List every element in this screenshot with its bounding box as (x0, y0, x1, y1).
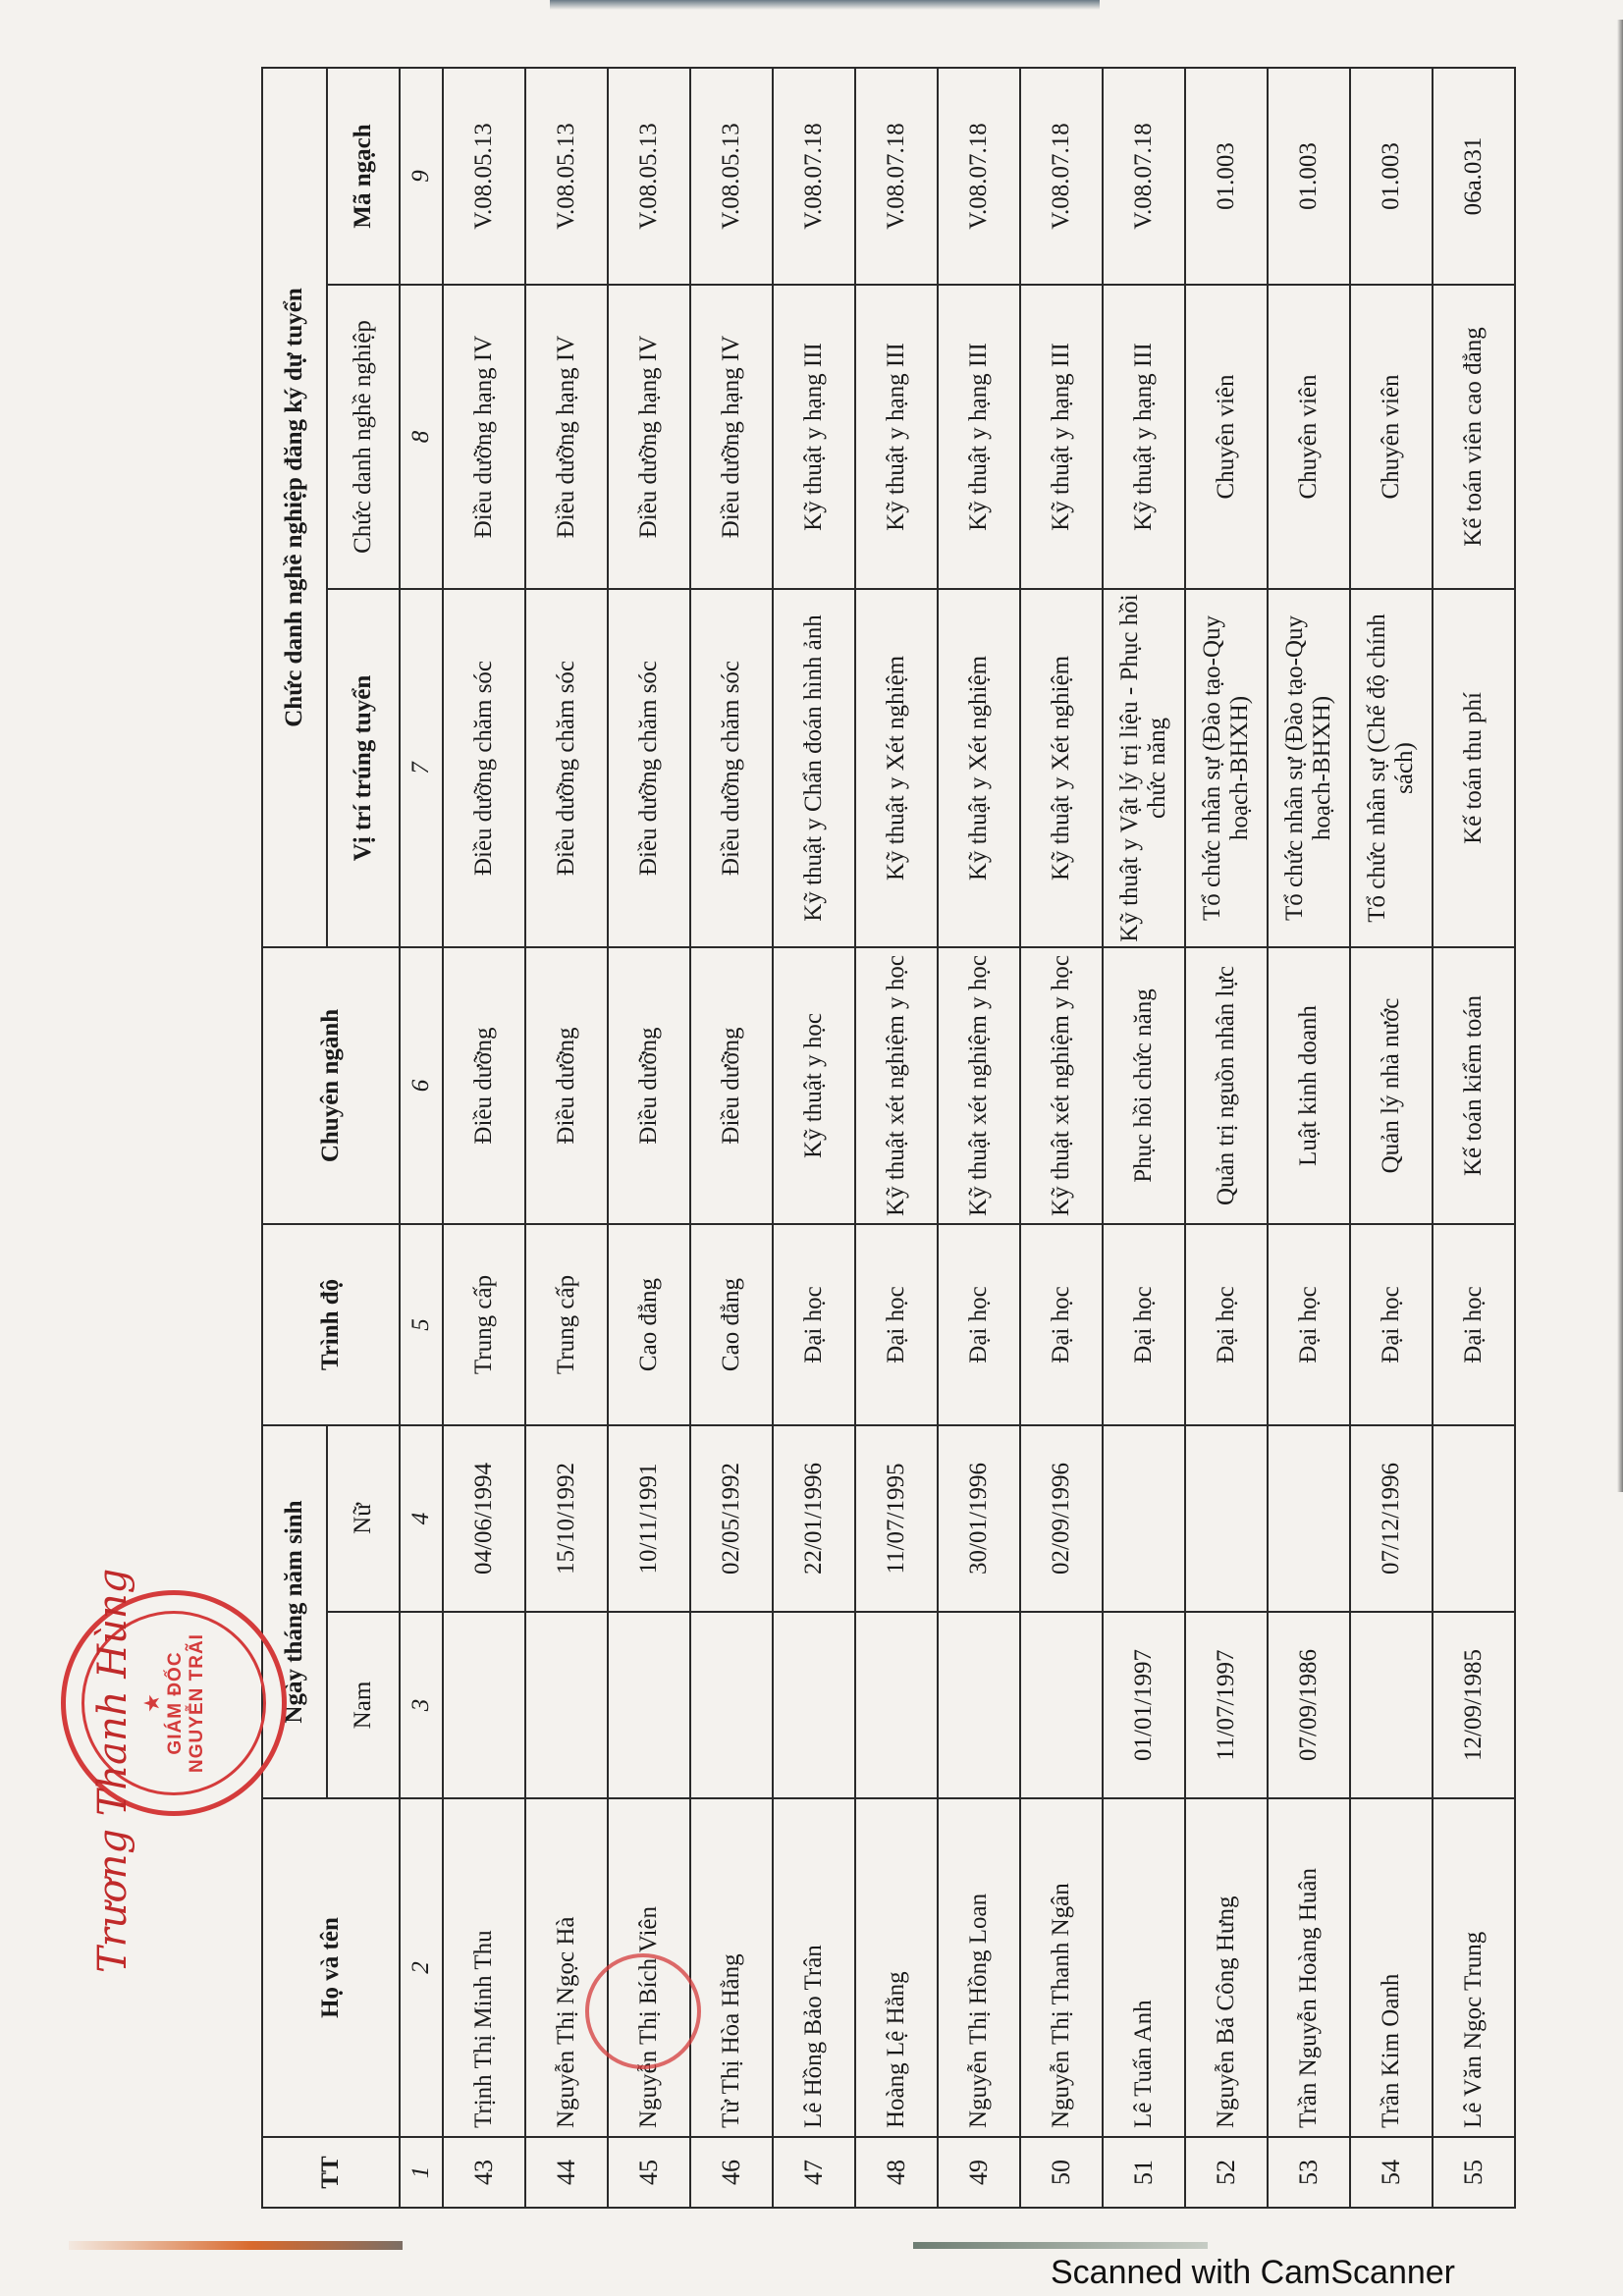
cell-code: V.08.05.13 (690, 68, 773, 285)
cell-tt: 52 (1185, 2137, 1268, 2208)
header-code: Mã ngạch (327, 68, 400, 285)
col-number: 5 (400, 1224, 443, 1425)
cell-title: Kế toán viên cao đẳng (1433, 285, 1515, 589)
col-number: 1 (400, 2137, 443, 2208)
scan-edge-bottom-left (69, 2241, 403, 2250)
cell-tt: 44 (525, 2137, 608, 2208)
cell-major: Quản lý nhà nước (1350, 947, 1433, 1224)
cell-code: V.08.05.13 (608, 68, 690, 285)
cell-level: Đại học (1020, 1224, 1103, 1425)
cell-name: Lê Tuấn Anh (1103, 1798, 1185, 2137)
header-group: Chức danh nghề nghiệp đăng ký dự tuyển (262, 68, 327, 947)
cell-code: 06a.031 (1433, 68, 1515, 285)
table-row (1268, 68, 1350, 2208)
cell-name: Nguyễn Thị Thanh Ngân (1020, 1798, 1103, 2137)
cell-female: 04/06/1994 (443, 1425, 525, 1612)
header-tt: TT (262, 2137, 400, 2208)
header-male: Nam (327, 1612, 400, 1798)
header-female: Nữ (327, 1425, 400, 1612)
cell-name: Trần Kim Oanh (1350, 1798, 1433, 2137)
cell-name: Hoàng Lệ Hằng (855, 1798, 938, 2137)
cell-position: Kỹ thuật y Xét nghiệm (855, 589, 938, 947)
cell-tt: 48 (855, 2137, 938, 2208)
cell-level: Đại học (773, 1224, 855, 1425)
col-number: 2 (400, 1798, 443, 2137)
cell-level: Đại học (938, 1224, 1020, 1425)
cell-major: Kế toán kiểm toán (1433, 947, 1515, 1224)
cell-title: Kỹ thuật y hạng III (855, 285, 938, 589)
stamp-star-icon: ★ (139, 1693, 164, 1713)
cell-level: Đại học (1268, 1224, 1350, 1425)
cell-male (773, 1612, 855, 1798)
header-position: Vị trí trúng tuyển (327, 589, 400, 947)
cell-name: Lê Văn Ngọc Trung (1433, 1798, 1515, 2137)
cell-tt: 45 (608, 2137, 690, 2208)
col-number: 9 (400, 68, 443, 285)
stamp-line: GIÁM ĐỐC (165, 1651, 186, 1755)
table-row (690, 68, 773, 2208)
header-dob: Ngày tháng năm sinh (262, 1425, 327, 1798)
cell-female: 07/12/1996 (1350, 1425, 1433, 1612)
col-number: 3 (400, 1612, 443, 1798)
cell-tt: 55 (1433, 2137, 1515, 2208)
cell-title: Điều dưỡng hạng IV (525, 285, 608, 589)
cell-tt: 54 (1350, 2137, 1433, 2208)
cell-major: Phục hồi chức năng (1103, 947, 1185, 1224)
cell-tt: 49 (938, 2137, 1020, 2208)
cell-code: V.08.07.18 (855, 68, 938, 285)
cell-code: V.08.07.18 (1103, 68, 1185, 285)
col-number: 7 (400, 589, 443, 947)
table-row (1433, 68, 1515, 2208)
cell-name: Nguyễn Thị Hồng Loan (938, 1798, 1020, 2137)
cell-title: Chuyên viên (1185, 285, 1268, 589)
cell-position: Kỹ thuật y Xét nghiệm (938, 589, 1020, 947)
cell-name: Nguyễn Thị Ngọc Hà (525, 1798, 608, 2137)
cell-tt: 46 (690, 2137, 773, 2208)
camscanner-watermark: Scanned with CamScanner (1051, 2254, 1456, 2291)
cell-code: V.08.05.13 (525, 68, 608, 285)
header-name: Họ và tên (262, 1798, 400, 2137)
cell-male (938, 1612, 1020, 1798)
cell-major: Quản trị nguồn nhân lực (1185, 947, 1268, 1224)
table-row (938, 68, 1020, 2208)
cell-code: V.08.07.18 (938, 68, 1020, 285)
cell-male: 11/07/1997 (1185, 1612, 1268, 1798)
scan-edge-bottom-right (913, 2242, 1208, 2249)
cell-title: Kỹ thuật y hạng III (1020, 285, 1103, 589)
cell-code: 01.003 (1185, 68, 1268, 285)
cell-level: Trung cấp (525, 1224, 608, 1425)
cell-name: Trịnh Thị Minh Thu (443, 1798, 525, 2137)
cell-position: Kỹ thuật y Xét nghiệm (1020, 589, 1103, 947)
table-body (443, 68, 1515, 2208)
cell-position: Kế toán thu phí (1433, 589, 1515, 947)
cell-position: Tổ chức nhân sự (Chế độ chính sách) (1350, 589, 1433, 947)
cell-major: Điều dưỡng (690, 947, 773, 1224)
table-row (1020, 68, 1103, 2208)
cell-title: Điều dưỡng hạng IV (608, 285, 690, 589)
cell-position: Điều dưỡng chăm sóc (690, 589, 773, 947)
cell-position: Kỹ thuật y Vật lý trị liệu - Phục hồi chức năng (1103, 589, 1185, 947)
cell-title: Chuyên viên (1268, 285, 1350, 589)
table-row (1185, 68, 1268, 2208)
cell-level: Đại học (1185, 1224, 1268, 1425)
cell-level: Đại học (1433, 1224, 1515, 1425)
cell-male (690, 1612, 773, 1798)
stamp-line: NGUYỄN TRÃI (187, 1633, 207, 1773)
cell-title: Kỹ thuật y hạng III (773, 285, 855, 589)
cell-code: 01.003 (1350, 68, 1433, 285)
cell-title: Điều dưỡng hạng IV (443, 285, 525, 589)
cell-tt: 47 (773, 2137, 855, 2208)
cell-tt: 43 (443, 2137, 525, 2208)
cell-female: 30/01/1996 (938, 1425, 1020, 1612)
header-title: Chức danh nghề nghiệp (327, 285, 400, 589)
cell-level: Đại học (1350, 1224, 1433, 1425)
cell-major: Kỹ thuật xét nghiệm y học (1020, 947, 1103, 1224)
cell-tt: 50 (1020, 2137, 1103, 2208)
table-row (773, 68, 855, 2208)
cell-major: Điều dưỡng (525, 947, 608, 1224)
cell-level: Cao đẳng (690, 1224, 773, 1425)
cell-major: Kỹ thuật xét nghiệm y học (855, 947, 938, 1224)
cell-code: V.08.05.13 (443, 68, 525, 285)
cell-level: Đại học (855, 1224, 938, 1425)
table-row (1350, 68, 1433, 2208)
cell-level: Đại học (1103, 1224, 1185, 1425)
cell-title: Kỹ thuật y hạng III (1103, 285, 1185, 589)
cell-female: 02/05/1992 (690, 1425, 773, 1612)
cell-male (443, 1612, 525, 1798)
cell-female: 22/01/1996 (773, 1425, 855, 1612)
cell-male (855, 1612, 938, 1798)
cell-position: Tổ chức nhân sự (Đào tạo-Quy hoạch-BHXH) (1185, 589, 1268, 947)
corner-seal (585, 1953, 701, 2069)
cell-major: Kỹ thuật xét nghiệm y học (938, 947, 1020, 1224)
cell-male (1020, 1612, 1103, 1798)
table-row (855, 68, 938, 2208)
cell-level: Trung cấp (443, 1224, 525, 1425)
cell-code: 01.003 (1268, 68, 1350, 285)
cell-position: Tổ chức nhân sự (Đào tạo-Quy hoạch-BHXH) (1268, 589, 1350, 947)
cell-male: 01/01/1997 (1103, 1612, 1185, 1798)
cell-position: Kỹ thuật y Chẩn đoán hình ảnh (773, 589, 855, 947)
col-number: 8 (400, 285, 443, 589)
cell-major: Luật kinh doanh (1268, 947, 1350, 1224)
cell-male (608, 1612, 690, 1798)
header-level: Trình độ (262, 1224, 400, 1425)
cell-title: Điều dưỡng hạng IV (690, 285, 773, 589)
cell-code: V.08.07.18 (773, 68, 855, 285)
cell-male (1350, 1612, 1433, 1798)
header-major: Chuyên ngành (262, 947, 400, 1224)
cell-female: 15/10/1992 (525, 1425, 608, 1612)
cell-position: Điều dưỡng chăm sóc (443, 589, 525, 947)
table-row (525, 68, 608, 2208)
cell-title: Kỹ thuật y hạng III (938, 285, 1020, 589)
table-row (1103, 68, 1185, 2208)
cell-female: 10/11/1991 (608, 1425, 690, 1612)
cell-major: Điều dưỡng (443, 947, 525, 1224)
recruitment-table (261, 67, 1516, 2209)
cell-male (525, 1612, 608, 1798)
cell-level: Cao đẳng (608, 1224, 690, 1425)
cell-major: Kỹ thuật y học (773, 947, 855, 1224)
cell-name: Nguyễn Thị Bích Viên (608, 1798, 690, 2137)
scan-edge-right (1617, 20, 1623, 1492)
cell-title: Chuyên viên (1350, 285, 1433, 589)
cell-position: Điều dưỡng chăm sóc (608, 589, 690, 947)
col-number: 6 (400, 947, 443, 1224)
cell-tt: 53 (1268, 2137, 1350, 2208)
cell-name: Từ Thị Hòa Hằng (690, 1798, 773, 2137)
cell-female (1268, 1425, 1350, 1612)
cell-female (1433, 1425, 1515, 1612)
table-row (608, 68, 690, 2208)
cell-female (1103, 1425, 1185, 1612)
signature: Trương Thanh Hùng (90, 1568, 135, 1973)
cell-male: 07/09/1986 (1268, 1612, 1350, 1798)
cell-name: Trần Nguyễn Hoàng Huân (1268, 1798, 1350, 2137)
table-row (443, 68, 525, 2208)
cell-male: 12/09/1985 (1433, 1612, 1515, 1798)
scan-edge-top (550, 0, 1100, 10)
cell-name: Lê Hồng Bảo Trân (773, 1798, 855, 2137)
recruitment-table-sheet (261, 69, 1488, 2209)
cell-major: Điều dưỡng (608, 947, 690, 1224)
cell-female: 02/09/1996 (1020, 1425, 1103, 1612)
cell-female: 11/07/1995 (855, 1425, 938, 1612)
cell-position: Điều dưỡng chăm sóc (525, 589, 608, 947)
cell-female (1185, 1425, 1268, 1612)
col-number: 4 (400, 1425, 443, 1612)
cell-name: Nguyễn Bá Công Hưng (1185, 1798, 1268, 2137)
cell-code: V.08.07.18 (1020, 68, 1103, 285)
cell-tt: 51 (1103, 2137, 1185, 2208)
